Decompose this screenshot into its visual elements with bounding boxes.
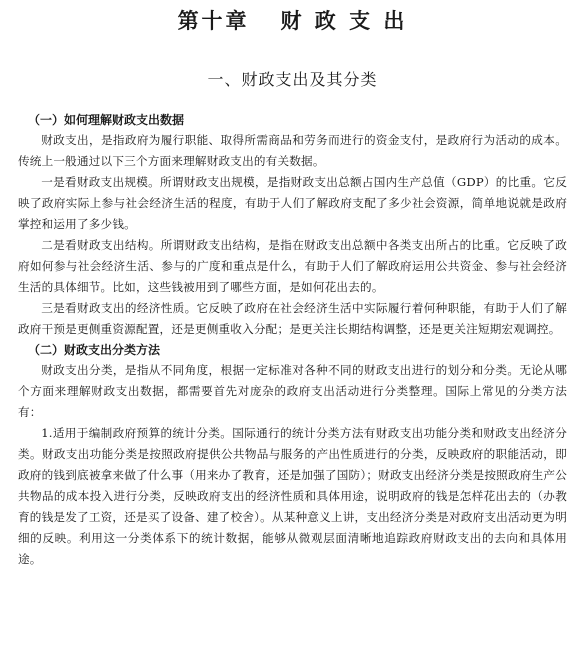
paragraph: 财政支出分类，是指从不同角度，根据一定标准对各种不同的财政支出进行的划分和分类。无论从哪个方面来理解财政支出数据，都需要首先对庞杂的政府支出活动进行分类整理。国际上常见的分类方法有： [18, 363, 567, 419]
paragraph: 财政支出，是指政府为履行职能、取得所需商品和劳务而进行的资金支付，是政府行为活动的成本。传统上一般通过以下三个方面来理解财政支出的有关数据。 [18, 133, 567, 168]
paragraph: 三是看财政支出的经济性质。它反映了政府在社会经济生活中实际履行着何种职能，有助于人们了解政府干预是更侧重资源配置，还是更侧重收入分配；是更关注长期结构调整，还是更关注短期宏观调控。 [18, 301, 567, 336]
paragraph: 一是看财政支出规模。所谓财政支出规模，是指财政支出总额占国内生产总值（GDP）的比重。它反映了政府实际上参与社会经济生活的程度，有助于人们了解政府支配了多少社会资源，简单地说就是政府掌控和运用了多少钱。 [18, 175, 567, 231]
section-title: 一、财政支出及其分类 [207, 70, 378, 89]
chapter-title: 第十章 财 政 支 出 [177, 9, 408, 33]
subsection-heading-1: （一）如何理解财政支出数据 [28, 113, 185, 127]
paragraph: 1.适用于编制政府预算的统计分类。国际通行的统计分类方法有财政支出功能分类和财政支出经济分类。财政支出功能分类是按照政府提供公共物品与服务的产出性质进行的分类，反映政府的职能活动，即政府的钱到底被拿来做了什么事（用来办了教育，还是加强了国防）；财政支出经济分类是按照政府生产公共物品的成本投入进行分类，反映政府支出的经济性质和具体用途，说明政府的钱是怎样花出去的（办教育的钱是发了工资，还是买了设备、建了校舍）。从某种意义上讲，支出经济分类是对政府支出活动更为明细的反映。利用这一分类体系下的统计数据，能够从微观层面清晰地追踪政府财政支出的去向和具体用途。 [18, 426, 567, 566]
subsection-heading-2: （二）财政支出分类方法 [28, 343, 161, 357]
paragraph: 二是看财政支出结构。所谓财政支出结构，是指在财政支出总额中各类支出所占的比重。它反映了政府如何参与社会经济生活、参与的广度和重点是什么，有助于人们了解政府运用公共资金、参与社会经济生活的具体细节。比如，这些钱被用到了哪些方面，是如何花出去的。 [18, 238, 567, 294]
